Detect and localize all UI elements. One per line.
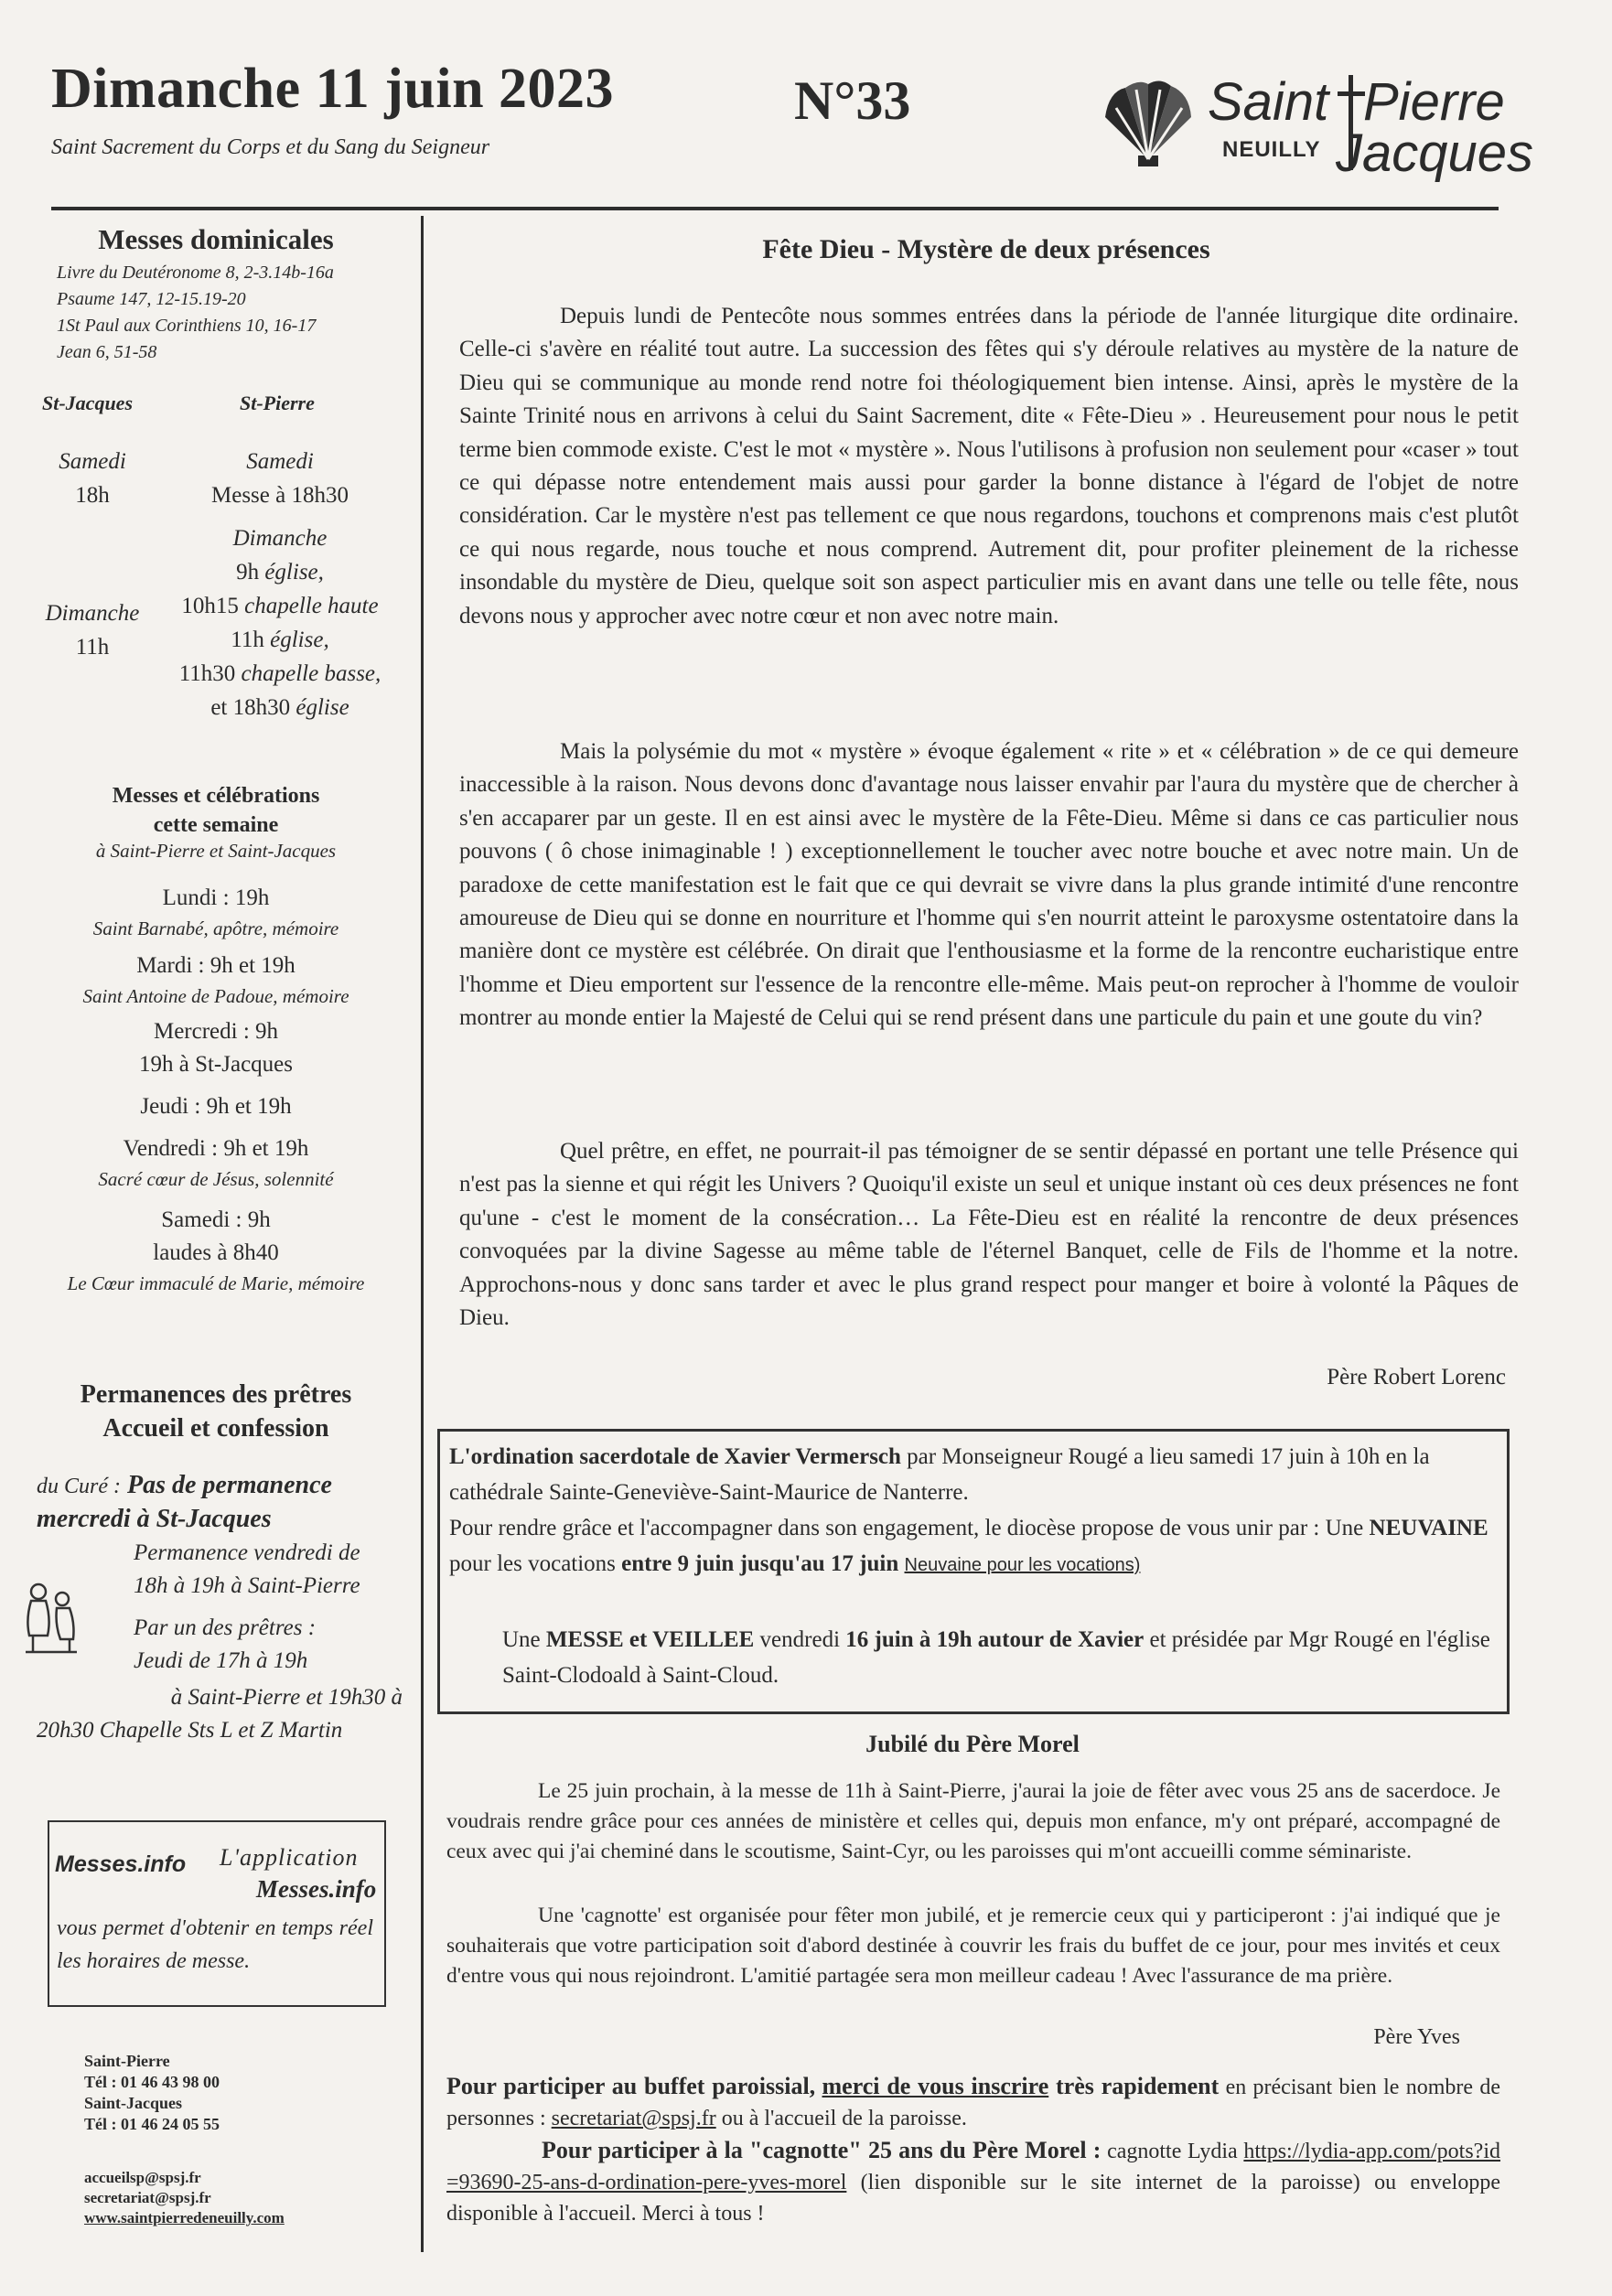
time: 11h30 [178, 661, 242, 686]
schedule-line [161, 623, 399, 657]
schedule-line [161, 589, 399, 623]
week-note: Sacré cœur de Jésus, solennité [98, 1168, 334, 1190]
perm-line: Jeudi de 17h à 19h [134, 1648, 308, 1673]
week-day: laudes à 8h40 [153, 1240, 279, 1265]
jubile-paragraph-2: Une 'cagnotte' est organisée pour fêter mon jubilé, et je remercie ceux qui y participeront : j'ai indiqué que je souhaiterais que votre participation soit d'abord destinée à couvrir les frais du buffet de ce jour, pour mes invités et ceux d'entre vous qui nous rejoindront. L'amitié partagée sera mon meilleur cadeau ! Avec l'assurance de ma prière. [446, 1904, 1500, 1988]
jacques-dimanche [33, 596, 152, 664]
app-line-1: L'application [220, 1844, 359, 1871]
week-day: Mardi : 9h et 19h [136, 953, 296, 978]
app-line-2: Messes.info [256, 1875, 377, 1903]
perm-lines-2 [37, 1681, 403, 1747]
pierre-samedi [161, 445, 399, 512]
shell-icon [1098, 71, 1198, 172]
ordination-title: L'ordination sacerdotale de Xavier Vermersch [449, 1444, 901, 1469]
messes-info-logo: Messes.info [55, 1851, 187, 1877]
ordination-text: Pour rendre grâce et l'accompagner dans son engagement, le diocèse propose de vous unir par : Une [449, 1516, 1370, 1540]
perm-cure-text: Pas de permanence mercredi à St-Jacques [37, 1471, 332, 1533]
parish-logo [1098, 66, 1546, 185]
ordination-paragraph [449, 1510, 1494, 1583]
issue-subtitle: Saint Sacrement du Corps et du Sang du Seigneur [51, 135, 490, 159]
ordination-paragraph [502, 1622, 1494, 1693]
week-note: Le Cœur immaculé de Marie, mémoire [67, 1272, 365, 1294]
week-subtitle: à Saint-Pierre et Saint-Jacques [95, 840, 337, 862]
issue-number: N°33 [794, 70, 911, 131]
buffet-text: en précisant bien le nombre de personnes : [446, 2076, 1500, 2130]
week-title-line: cette semaine [153, 813, 279, 837]
place: église, [270, 628, 329, 652]
schedule-line [161, 555, 399, 589]
cagnotte-text: (lien disponible sur le site internet de la paroisse) ou enveloppe disponible à l'accueil. Merci à tous ! [446, 2171, 1500, 2226]
neuvaine-dates: entre 9 juin jusqu'au 17 juin [621, 1551, 899, 1576]
email-link[interactable]: secretariat@spsj.fr [84, 2189, 211, 2206]
ordination-paragraph [449, 1439, 1494, 1510]
contact-line: Tél : 01 46 24 05 55 [84, 2115, 220, 2133]
confession-icon [20, 1579, 79, 1658]
schedule-line [161, 657, 399, 691]
article-title: Fête Dieu - Mystère de deux présences [762, 234, 1210, 264]
jubile-paragraph-1: Le 25 juin prochain, à la messe de 11h à Saint-Pierre, j'aurai la joie de fêter avec vous 25 ans de sacerdoce. Je voudrais rendre grâce pour ces années de ministère et celles qui, depuis mon enfance, m'y ont préparé, accompagné de ceux avec qui j'ai cheminé dans le scoutisme, Saint-Cyr, ou les paroisses qui m'ont accueilli comme séminariste. [446, 1779, 1500, 1863]
jubile-title: Jubilé du Père Morel [865, 1731, 1080, 1757]
perm-title-line: Permanences des prêtres [80, 1380, 352, 1409]
place: église, [264, 560, 324, 585]
perm-line: à Saint-Pierre et 19h30 à [170, 1685, 403, 1710]
week-day: Vendredi : 9h et 19h [123, 1136, 309, 1161]
cagnotte-link[interactable]: https://lydia-app.com/pots?id=93690-25-ans-d-ordination-pere-yves-morel [446, 2140, 1501, 2194]
perm-line: Permanence vendredi de [134, 1540, 360, 1565]
emails [84, 2168, 285, 2228]
jubile-signature: Père Yves [1373, 2025, 1460, 2049]
buffet-register: merci de vous inscrire [822, 2073, 1049, 2099]
day-label: Dimanche [45, 601, 140, 626]
perm-line: Par un des prêtres : [134, 1615, 317, 1640]
messe-when: 16 juin à 19h autour de Xavier [845, 1627, 1145, 1652]
ordination-box [437, 1429, 1510, 1714]
time: 11h [231, 628, 271, 652]
time: 11h [75, 635, 110, 660]
schedule-line [161, 691, 399, 724]
column-rule [421, 216, 424, 2252]
week-title [33, 781, 399, 840]
article-paragraph-2: Mais la polysémie du mot « mystère » évoque également « rite » et « célébration » de ce qui demeure inaccessible à la raison. Nous devons donc d'avantage nous laisser envahir par l'aura du mystère que de chercher à s'en accaparer par un geste. Il en est ainsi avec le mystère de la Fête-Dieu. Même si dans ce cas particulier nous pouvons ( ô chose inimaginable ! ) exceptionnellement le toucher avec notre bouche et avec notre main. Un de paradoxe de cette manifestation est le fait que ce qui devrait se vivre dans la plus grande intimité d'une rencontre amoureuse de Dieu qui se donne en nourriture et l'homme qui s'en nourrit atteint le paroxysme ostentatoire dans la manière dont ce mystère est célébrée. On dirait que l'enthousiasme et la forme de la rencontre eucharistique entre l'homme et Dieu emportent sur l'essence de la rencontre elle-même. Mais peut-on reprocher à l'homme de vouloir montrer au monde entier la Majesté de Celui qui se rend présent dans une particule du pain et une goute du vin? [459, 739, 1519, 1031]
reading: Psaume 147, 12-15.19-20 [57, 289, 246, 309]
buffet-text: ou à l'accueil de la paroisse. [715, 2107, 967, 2130]
week-list [33, 882, 399, 1297]
ordination-text: par Monseigneur Rougé a lieu samedi 17 juin à 10h en la cathédrale Sainte-Geneviève-Saint-Maurice de Nanterre. [449, 1444, 1430, 1505]
contact-line: Saint-Pierre [84, 2052, 170, 2070]
day-label: Dimanche [232, 526, 328, 551]
time: Messe à 18h30 [211, 483, 349, 508]
col-head-pierre: St-Pierre [240, 392, 315, 414]
week-title-line: Messes et célébrations [112, 784, 320, 808]
logo-saint: Saint [1208, 72, 1329, 132]
app-text: vous permet d'obtenir en temps réel les horaires de messe. [57, 1916, 373, 1973]
week-day: Jeudi : 9h et 19h [140, 1094, 292, 1119]
day-label: Samedi [246, 449, 314, 474]
perm-cure [37, 1469, 403, 1536]
buffet-email-link[interactable]: secretariat@spsj.fr [551, 2107, 716, 2130]
day-label: Samedi [59, 449, 126, 474]
ordination-text: Une [502, 1627, 546, 1652]
place: chapelle basse, [241, 661, 382, 686]
week-day: Samedi : 9h [161, 1207, 271, 1232]
ordination-text: et présidée par Mgr Rougé en l'église Saint-Clodoald à Saint-Cloud. [502, 1627, 1490, 1688]
place: chapelle haute [244, 594, 379, 618]
reading: Livre du Deutéronome 8, 2-3.14b-16a [57, 263, 334, 283]
col-head-jacques: St-Jacques [42, 392, 133, 414]
article-paragraph-1: Depuis lundi de Pentecôte nous sommes entrées dans la période de l'année liturgique dite ordinaire. Celle-ci s'avère en réalité tout autre. La succession des fêtes qui s'y déroule relatives au mystère de la nature de Dieu qui se communique au monde rend notre foi théologiquement bien intense. Ainsi, après le mystère de la Sainte Trinité nous en arrivons à celui du Saint Sacrement, dite « Fête-Dieu » . Heureusement pour nous le petit terme bien commode existe. C'est le mot « mystère ». Nous l'utilisons à profusion non seulement pour «caser » tout ce qui dépasse notre entendement mais aussi pour garder la bonne distance à l'égard de l'objet de notre considération. Car le mystère n'est pas tellement ce que nous regardons, touchons et comprenons mais c'est plutôt ce qui nous regarde, nous touche et nous comprend. Autrement dit, pour profiter pleinement de la richesse insondable du mystère de Dieu, quelque soit son aspect particulier mis en avant dans une telle ou telle fête, nous devons nous y approcher avec notre cœur et non avec notre main. [459, 304, 1519, 628]
neuvaine-link[interactable]: Neuvaine pour les vocations) [904, 1555, 1141, 1575]
buffet-paragraph [446, 2071, 1500, 2134]
place: église [296, 695, 349, 720]
week-day: Mercredi : 9h [153, 1019, 279, 1044]
perm-lines-1 [134, 1537, 360, 1678]
cagnotte-text: cagnotte Lydia [1101, 2140, 1244, 2163]
perm-title-line: Accueil et confession [102, 1414, 329, 1443]
logo-jacques: Jacques [1336, 123, 1534, 183]
perm-line: 20h30 Chapelle Sts L et Z Martin [37, 1718, 343, 1743]
article-paragraph-3: Quel prêtre, en effet, ne pourrait-il pas témoigner de se sentir dépassé en portant une telle Présence qui n'est pas la sienne et qui régit les Univers ? Quoiqu'il existe un seul et unique instant où ces deux présences ne font qu'une - c'est le moment de la consécration… La Fête-Dieu est en réalité la rencontre de deux présences convoquées par la divine Sagesse au même table de l'éternel Banquet, celle de Fils de l'homme et la notre. Approchons-nous y donc sans tarder et avec le plus grand respect pour manger et boire à volonté la Pâques de Dieu. [459, 1139, 1519, 1331]
logo-neuilly: NEUILLY [1222, 137, 1321, 162]
week-note: Saint Barnabé, apôtre, mémoire [92, 917, 339, 939]
email-link[interactable]: accueilsp@spsj.fr [84, 2169, 201, 2186]
perm-line: 18h à 19h à Saint-Pierre [134, 1573, 360, 1598]
reading: 1St Paul aux Corinthiens 10, 16-17 [57, 316, 317, 336]
ordination-text: pour les vocations [449, 1551, 622, 1576]
article-signature: Père Robert Lorenc [1327, 1365, 1506, 1389]
pierre-dimanche [161, 521, 399, 724]
time: 9h [236, 560, 265, 585]
perm-title [33, 1378, 399, 1445]
time: 10h15 [181, 594, 245, 618]
contacts [84, 2051, 220, 2135]
buffet-urgency: très rapidement [1048, 2073, 1220, 2099]
cagnotte-paragraph [446, 2135, 1500, 2229]
readings [57, 260, 404, 366]
contact-line: Saint-Jacques [84, 2094, 183, 2112]
header-rule [51, 207, 1499, 210]
jacques-samedi [33, 445, 152, 512]
reading: Jean 6, 51-58 [57, 342, 157, 362]
cagnotte-lead: Pour participer à la "cagnotte" 25 ans du Père Morel : [542, 2137, 1102, 2163]
logo-pierre: Pierre [1363, 72, 1505, 132]
messe-label: MESSE et VEILLEE [545, 1627, 755, 1652]
week-note: Saint Antoine de Padoue, mémoire [82, 985, 349, 1007]
perm-cure-label: du Curé : [37, 1475, 121, 1498]
messes-info-box [48, 1820, 386, 2007]
week-day: 19h à St-Jacques [138, 1052, 294, 1077]
week-day: Lundi : 19h [162, 885, 270, 910]
neuvaine-label: NEUVAINE [1369, 1516, 1488, 1540]
messes-title: Messes dominicales [98, 223, 334, 255]
ordination-text: vendredi [754, 1627, 846, 1652]
website-link[interactable]: www.saintpierredeneuilly.com [84, 2209, 285, 2226]
time: et 18h30 [210, 695, 296, 720]
buffet-lead: Pour participer au buffet paroissial, [446, 2073, 816, 2099]
contact-line: Tél : 01 46 43 98 00 [84, 2073, 220, 2091]
time: 18h [75, 483, 110, 508]
issue-date: Dimanche 11 juin 2023 [51, 58, 615, 120]
